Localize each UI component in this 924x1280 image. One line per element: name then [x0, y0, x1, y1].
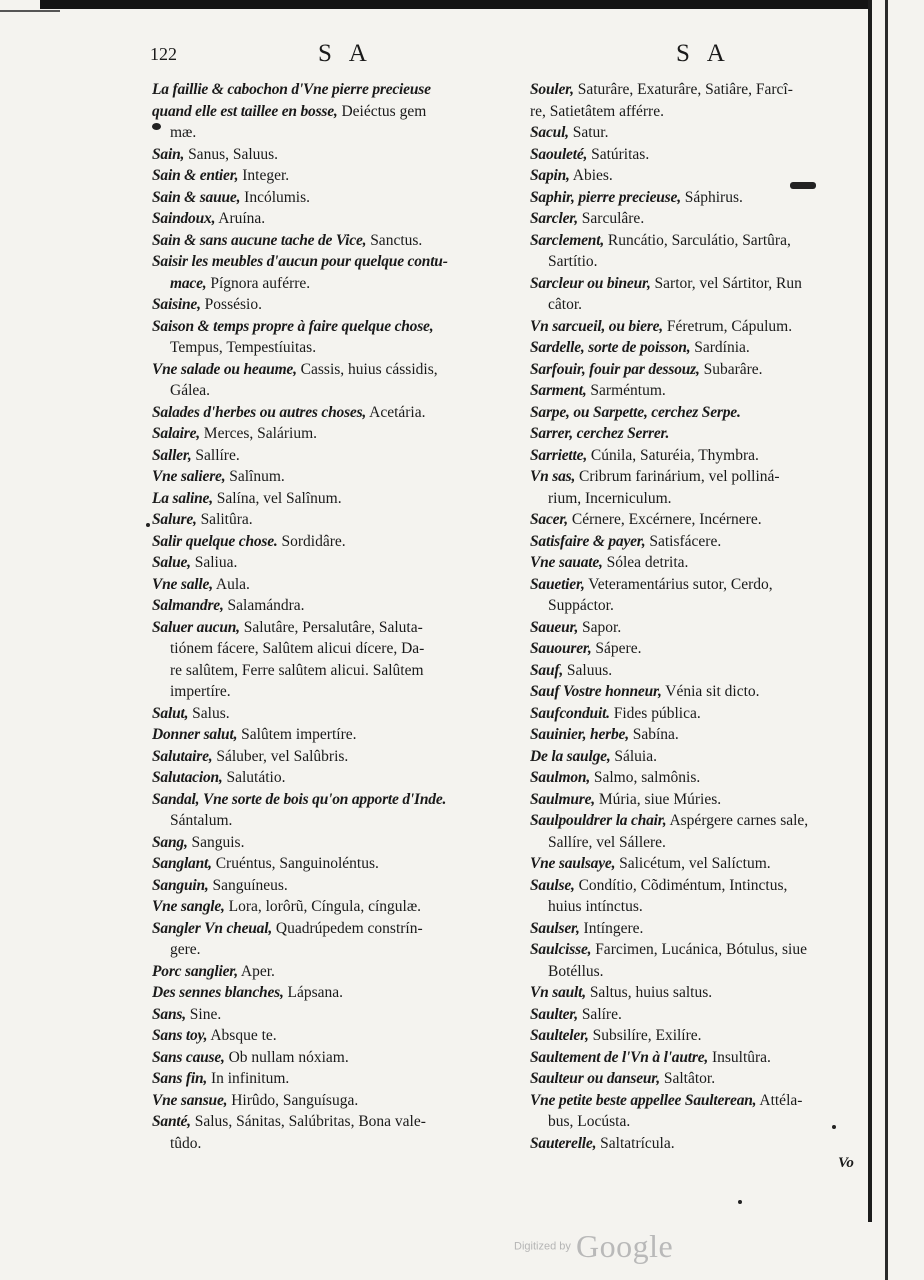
- entry-translation: Merces, Salárium.: [199, 425, 317, 442]
- entry-translation: Saltatrícula.: [596, 1134, 675, 1152]
- dictionary-entry-line: [530, 853, 860, 875]
- entry-headword: Sapin,: [530, 167, 570, 184]
- dictionary-entry-line: [152, 724, 514, 746]
- entry-headword: Sans,: [152, 1005, 186, 1023]
- entry-headword: Salaire,: [152, 425, 200, 442]
- dictionary-entry-line: [152, 445, 514, 467]
- entry-headword: Vne petite beste appellee Saulterean,: [530, 1091, 757, 1109]
- dictionary-entry-line: [530, 638, 860, 660]
- entry-headword: Sarfouir, fouir par dessouz,: [530, 360, 700, 378]
- entry-headword: Saphir, pierre precieuse,: [530, 188, 681, 206]
- dictionary-entry-line: [152, 230, 514, 252]
- entry-translation: Veteramentárius sutor, Cerdo,: [584, 575, 773, 593]
- entry-headword: Saulmon,: [530, 769, 590, 786]
- entry-translation: Fides pública.: [609, 704, 701, 722]
- entry-translation: Sáluber, vel Salûbris.: [212, 747, 349, 765]
- entry-headword: Salue,: [152, 554, 191, 571]
- entry-headword: Salure,: [152, 511, 197, 528]
- entry-translation: Intíngere.: [579, 919, 644, 937]
- entry-translation: gere.: [170, 941, 201, 958]
- dictionary-entry-line: [530, 896, 860, 918]
- entry-translation: Sáphirus.: [680, 188, 743, 206]
- entry-headword: Saulteur ou danseur,: [530, 1070, 660, 1087]
- entry-headword: Vn sas,: [530, 468, 576, 485]
- dictionary-entry-line: [530, 875, 860, 897]
- entry-translation: Sápere.: [591, 640, 642, 657]
- dictionary-entry-line: [530, 79, 860, 101]
- entry-translation: Sallíre, vel Sállere.: [548, 833, 666, 851]
- entry-translation: Tempus, Tempestíuitas.: [170, 339, 317, 356]
- entry-headword: Salutacion,: [152, 769, 223, 786]
- entry-headword: Sangler Vn cheual,: [152, 919, 272, 937]
- entry-translation: Vénia sit dicto.: [661, 683, 760, 700]
- dictionary-entry-line: [152, 595, 514, 617]
- entry-headword: Saulteler,: [530, 1027, 589, 1044]
- entry-translation: Incólumis.: [240, 188, 311, 206]
- dictionary-entry-line: [530, 595, 860, 617]
- ink-speck: [832, 1125, 836, 1129]
- dictionary-entry-line: [152, 251, 514, 273]
- dictionary-entry-line: [530, 1133, 860, 1155]
- entry-headword: Satisfaire & payer,: [530, 532, 646, 550]
- dictionary-entry-line: [530, 316, 860, 338]
- dictionary-entry-line: [152, 1090, 514, 1112]
- entry-translation: câtor.: [548, 296, 582, 313]
- entry-translation: impertíre.: [170, 683, 231, 700]
- entry-translation: Botéllus.: [548, 962, 604, 980]
- right-margin-rule: [868, 0, 872, 1222]
- entry-headword: Vne saulsaye,: [530, 855, 616, 872]
- entry-headword: Vne sauate,: [530, 554, 603, 571]
- ink-blot: [152, 123, 161, 130]
- entry-headword: Sauetier,: [530, 575, 585, 593]
- digitized-watermark: [514, 1228, 673, 1268]
- entry-translation: Satúritas.: [587, 145, 650, 163]
- entry-headword: Vne saliere,: [152, 468, 226, 485]
- dictionary-entry-line: [152, 337, 514, 359]
- dictionary-entry-line: [530, 1047, 860, 1069]
- entry-translation: Acetária.: [366, 403, 426, 421]
- dictionary-entry-line: [530, 746, 860, 768]
- entry-headword: Saisir les meubles d'aucun pour quelque contu-: [152, 253, 448, 270]
- entry-translation: Cruéntus, Sanguinoléntus.: [211, 855, 379, 872]
- dictionary-entry-line: [152, 144, 514, 166]
- dictionary-entry-line: [530, 703, 860, 725]
- entry-translation: Sallíre.: [191, 446, 240, 464]
- dictionary-entry-line: [152, 638, 514, 660]
- entry-headword: Saultement de l'Vn à l'autre,: [530, 1048, 709, 1066]
- dictionary-entry-line: [530, 230, 860, 252]
- dictionary-entry-line: [530, 208, 860, 230]
- running-header-right: S A: [676, 40, 731, 67]
- entry-translation: Féretrum, Cápulum.: [662, 317, 793, 335]
- entry-translation: Hirûdo, Sanguísuga.: [227, 1091, 359, 1109]
- ink-blot: [790, 182, 816, 189]
- entry-headword: Sarriette,: [530, 446, 587, 464]
- entry-headword: Sarcler,: [530, 210, 578, 227]
- right-column: [530, 79, 860, 1154]
- entry-translation: Salutátio.: [222, 769, 286, 786]
- entry-translation: Sántalum.: [170, 812, 233, 829]
- entry-translation: Farcimen, Lucánica, Bótulus, siue: [591, 941, 807, 958]
- entry-translation: Salamándra.: [223, 597, 305, 614]
- dictionary-entry-line: [152, 617, 514, 639]
- dictionary-entry-line: [152, 982, 514, 1004]
- dictionary-entry-line: [152, 875, 514, 897]
- entry-translation: Saltâtor.: [659, 1070, 716, 1087]
- entry-headword: De la saulge,: [530, 747, 611, 765]
- entry-headword: Des sennes blanches,: [152, 984, 284, 1001]
- left-column: [152, 79, 514, 1154]
- entry-headword: Saufconduit.: [530, 704, 610, 722]
- entry-translation: bus, Locústa.: [548, 1113, 631, 1130]
- dictionary-entry-line: [152, 101, 514, 123]
- entry-translation: Salutâre, Persalutâre, Saluta-: [239, 618, 423, 636]
- dictionary-entry-line: [152, 939, 514, 961]
- entry-translation: Cribrum farinárium, vel polliná-: [575, 468, 780, 485]
- entry-headword: Saulter,: [530, 1005, 578, 1023]
- dictionary-entry-line: [152, 122, 514, 144]
- entry-headword: Donner salut,: [152, 726, 238, 743]
- dictionary-entry-line: [530, 617, 860, 639]
- entry-translation: Salmo, salmônis.: [590, 769, 701, 786]
- dictionary-entry-line: [530, 918, 860, 940]
- dictionary-entry-line: [530, 144, 860, 166]
- entry-headword: Vne salade ou heaume,: [152, 360, 297, 378]
- dictionary-entry-line: [152, 853, 514, 875]
- entry-translation: tûdo.: [170, 1134, 202, 1152]
- entry-translation: Sanctus.: [366, 231, 423, 249]
- dictionary-entry-line: [530, 1090, 860, 1112]
- dictionary-entry-line: [530, 531, 860, 553]
- entry-headword: La saline,: [152, 489, 213, 507]
- entry-headword: Saulser,: [530, 919, 580, 937]
- dictionary-entry-line: [530, 423, 860, 445]
- entry-headword: Saller,: [152, 446, 192, 464]
- entry-translation: Salînum.: [225, 468, 285, 485]
- dictionary-entry-line: [530, 1004, 860, 1026]
- entry-headword: Sauf Vostre honneur,: [530, 683, 662, 700]
- dictionary-entry-line: [152, 79, 514, 101]
- dictionary-entry-line: [152, 488, 514, 510]
- entry-headword: mace,: [170, 274, 207, 292]
- dictionary-entry-line: [530, 273, 860, 295]
- dictionary-entry-line: [152, 187, 514, 209]
- entry-translation: Ob nullam nóxiam.: [224, 1048, 349, 1066]
- running-header-left: S A: [318, 40, 373, 67]
- entry-translation: Subsilíre, Exilíre.: [588, 1027, 702, 1044]
- entry-headword: Sanglant,: [152, 855, 212, 872]
- dictionary-entry-line: [530, 380, 860, 402]
- dictionary-entry-line: [152, 359, 514, 381]
- entry-translation: Cérnere, Excérnere, Incérnere.: [567, 511, 762, 528]
- dictionary-entry-line: [152, 1111, 514, 1133]
- entry-headword: Salmandre,: [152, 597, 224, 614]
- entry-translation: Cúnila, Saturéia, Thymbra.: [587, 446, 759, 464]
- entry-translation: Salíre.: [577, 1005, 622, 1023]
- ink-speck: [146, 523, 150, 527]
- entry-translation: rium, Incerniculum.: [548, 489, 672, 507]
- entry-headword: Sandal, Vne sorte de bois qu'on apporte d'Inde.: [152, 790, 447, 808]
- digitized-prefix: Digitized by: [514, 1240, 571, 1253]
- entry-translation: Cassis, huius cássidis,: [296, 360, 438, 378]
- entry-translation: Insultûra.: [708, 1048, 771, 1066]
- entry-headword: Santé,: [152, 1113, 191, 1130]
- entry-headword: Vne sansue,: [152, 1091, 228, 1109]
- dictionary-entry-line: [530, 767, 860, 789]
- entry-translation: Salitûra.: [196, 511, 253, 528]
- dictionary-entry-line: [530, 122, 860, 144]
- entry-translation: Runcátio, Sarculátio, Sartûra,: [604, 231, 791, 249]
- entry-headword: Sans fin,: [152, 1070, 208, 1087]
- dictionary-entry-line: [530, 488, 860, 510]
- dictionary-entry-line: [530, 402, 860, 424]
- entry-translation: re salûtem, Ferre salûtem alicui. Salûtem: [170, 661, 424, 679]
- dictionary-entry-line: [152, 810, 514, 832]
- dictionary-entry-line: [152, 1047, 514, 1069]
- entry-headword: Sans toy,: [152, 1027, 208, 1044]
- entry-translation: Aper.: [237, 962, 275, 980]
- entry-translation: huius intínctus.: [548, 898, 643, 915]
- dictionary-entry-line: [152, 380, 514, 402]
- dictionary-entry-line: [530, 1111, 860, 1133]
- dictionary-entry-line: [530, 724, 860, 746]
- entry-translation: Sanguíneus.: [208, 876, 288, 894]
- dictionary-entry-line: [530, 359, 860, 381]
- dictionary-entry-line: [152, 1068, 514, 1090]
- dictionary-entry-line: [530, 574, 860, 596]
- entry-translation: Satisfácere.: [645, 532, 722, 550]
- entry-headword: Saisine,: [152, 296, 201, 313]
- entry-translation: Salûtem impertíre.: [237, 726, 357, 743]
- dictionary-entry-line: [530, 337, 860, 359]
- entry-translation: Sapor.: [578, 618, 622, 636]
- entry-headword: Sain & sans aucune tache de Vice,: [152, 231, 367, 249]
- dictionary-entry-line: [530, 445, 860, 467]
- dictionary-entry-line: [152, 1133, 514, 1155]
- entry-translation: Deiéctus gem: [337, 102, 427, 120]
- entry-headword: Saindoux,: [152, 210, 216, 227]
- entry-translation: Sardínia.: [690, 339, 750, 356]
- entry-translation: Sanguis.: [187, 833, 245, 851]
- entry-headword: Sacul,: [530, 124, 569, 141]
- dictionary-entry-line: [530, 466, 860, 488]
- entry-headword: Vn sarcueil, ou biere,: [530, 317, 663, 335]
- entry-headword: Vne sangle,: [152, 898, 225, 915]
- entry-headword: Porc sanglier,: [152, 962, 238, 980]
- entry-headword: Sauinier, herbe,: [530, 726, 629, 743]
- entry-translation: Attéla-: [756, 1091, 803, 1109]
- entry-headword: Souler,: [530, 81, 574, 98]
- dictionary-entry-line: [530, 509, 860, 531]
- dictionary-entry-line: [152, 961, 514, 983]
- dictionary-entry-line: [152, 531, 514, 553]
- entry-translation: tiónem fácere, Salûtem alicui dícere, Da-: [170, 640, 425, 657]
- entry-translation: Condítio, Cõdiméntum, Intinctus,: [574, 876, 788, 894]
- dictionary-entry-line: [152, 681, 514, 703]
- entry-headword: Vne salle,: [152, 575, 213, 593]
- entry-translation: Aruína.: [215, 210, 266, 227]
- entry-translation: Salus.: [188, 704, 230, 722]
- entry-headword: Saulpouldrer la chair,: [530, 812, 667, 829]
- entry-headword: Salut,: [152, 704, 189, 722]
- entry-headword: Sain,: [152, 145, 185, 163]
- entry-headword: Saulse,: [530, 876, 575, 894]
- entry-translation: Sanus, Saluus.: [184, 145, 279, 163]
- entry-translation: Pígnora auférre.: [206, 274, 311, 292]
- dictionary-entry-line: [152, 832, 514, 854]
- entry-headword: Saluer aucun,: [152, 618, 240, 636]
- dictionary-entry-line: [530, 552, 860, 574]
- entry-headword: Sain & entier,: [152, 167, 239, 184]
- catchword: Vo: [838, 1155, 854, 1171]
- entry-headword: Sang,: [152, 833, 188, 851]
- dictionary-entry-line: [152, 660, 514, 682]
- entry-translation: Possésio.: [200, 296, 262, 313]
- entry-translation: Quadrúpedem constrín-: [272, 919, 423, 937]
- dictionary-entry-line: [152, 703, 514, 725]
- page-number: 122: [150, 44, 177, 64]
- entry-translation: Suppáctor.: [548, 597, 614, 614]
- entry-headword: Sain & sauue,: [152, 188, 241, 206]
- entry-translation: Lápsana.: [283, 984, 344, 1001]
- entry-headword: La faillie & cabochon d'Vne pierre precieuse: [152, 81, 431, 98]
- dictionary-entry-line: [152, 165, 514, 187]
- entry-headword: Sarcleur ou bineur,: [530, 274, 651, 292]
- dictionary-entry-line: [530, 832, 860, 854]
- entry-translation: Sáluia.: [610, 747, 657, 765]
- entry-headword: Sauterelle,: [530, 1134, 597, 1152]
- entry-headword: Salutaire,: [152, 747, 213, 765]
- google-wordmark: Google: [575, 1228, 674, 1264]
- dictionary-entry-line: [530, 294, 860, 316]
- dictionary-entry-line: [530, 961, 860, 983]
- entry-headword: Sanguin,: [152, 876, 209, 894]
- entry-headword: Sarrer, cerchez Serrer.: [530, 425, 670, 442]
- entry-translation: Absque te.: [207, 1027, 277, 1044]
- top-left-rule: [0, 10, 60, 12]
- entry-translation: Sordidâre.: [277, 532, 346, 550]
- entry-headword: Sans cause,: [152, 1048, 225, 1066]
- dictionary-entry-line: [152, 316, 514, 338]
- entry-headword: Saueur,: [530, 618, 579, 636]
- entry-translation: Salína, vel Salînum.: [212, 489, 342, 507]
- dictionary-entry-line: [152, 294, 514, 316]
- dictionary-entry-line: [152, 402, 514, 424]
- entry-headword: Salir quelque chose.: [152, 532, 278, 550]
- entry-translation: Salus, Sánitas, Salúbritas, Bona vale-: [190, 1113, 426, 1130]
- dictionary-entry-line: [152, 574, 514, 596]
- entry-headword: Sarpe, ou Sarpette, cerchez Serpe.: [530, 403, 741, 421]
- entry-translation: Salicétum, vel Salíctum.: [615, 855, 771, 872]
- entry-headword: Salades d'herbes ou autres choses,: [152, 403, 367, 421]
- dictionary-entry-line: [152, 552, 514, 574]
- entry-headword: Sarment,: [530, 382, 587, 399]
- dictionary-entry-line: [152, 918, 514, 940]
- entry-translation: Sabína.: [628, 726, 679, 743]
- dictionary-entry-line: [152, 423, 514, 445]
- dictionary-entry-line: [530, 187, 860, 209]
- dictionary-entry-line: [530, 982, 860, 1004]
- dictionary-entry-line: [530, 251, 860, 273]
- dictionary-entry-line: [152, 767, 514, 789]
- entry-translation: Subarâre.: [699, 360, 763, 378]
- entry-translation: Abies.: [569, 167, 613, 184]
- entry-headword: Sarclement,: [530, 231, 605, 249]
- entry-translation: Sine.: [185, 1005, 222, 1023]
- entry-translation: Sartítio.: [548, 253, 598, 270]
- entry-headword: Sauf,: [530, 661, 564, 679]
- entry-translation: Integer.: [238, 167, 290, 184]
- page-edge-rule: [885, 0, 888, 1280]
- entry-translation: Gálea.: [170, 382, 211, 399]
- dictionary-entry-line: [530, 810, 860, 832]
- dictionary-entry-line: [152, 466, 514, 488]
- dictionary-entry-line: [530, 660, 860, 682]
- dictionary-entry-line: [152, 208, 514, 230]
- dictionary-entry-line: [152, 509, 514, 531]
- entry-translation: Sarméntum.: [586, 382, 666, 399]
- entry-translation: Saturâre, Exaturâre, Satiâre, Farcî-: [573, 81, 793, 98]
- entry-translation: Aspérgere carnes sale,: [666, 812, 809, 829]
- entry-translation: mæ.: [170, 124, 197, 141]
- entry-translation: re, Satietâtem afférre.: [530, 102, 664, 120]
- dictionary-entry-line: [152, 896, 514, 918]
- dictionary-entry-line: [152, 273, 514, 295]
- entry-translation: Saluus.: [563, 661, 613, 679]
- dictionary-entry-line: [530, 1068, 860, 1090]
- dictionary-entry-line: [530, 681, 860, 703]
- dictionary-entry-line: [530, 939, 860, 961]
- entry-headword: Saulcisse,: [530, 941, 592, 958]
- dictionary-entry-line: [530, 101, 860, 123]
- entry-headword: quand elle est taillee en bosse,: [152, 102, 338, 120]
- entry-headword: Vn sault,: [530, 984, 586, 1001]
- dictionary-entry-line: [530, 1025, 860, 1047]
- entry-translation: Saltus, huius saltus.: [585, 984, 713, 1001]
- entry-headword: Sacer,: [530, 511, 568, 528]
- ink-speck: [738, 1200, 742, 1204]
- dictionary-entry-line: [152, 1025, 514, 1047]
- top-border-rule: [40, 0, 868, 9]
- dictionary-entry-line: [152, 789, 514, 811]
- entry-translation: Lora, lorôrũ, Cíngula, cíngulæ.: [224, 898, 422, 915]
- entry-translation: Saliua.: [190, 554, 238, 571]
- entry-headword: Saouleté,: [530, 145, 588, 163]
- entry-translation: Sólea detrita.: [602, 554, 689, 571]
- entry-translation: Sarculâre.: [577, 210, 645, 227]
- entry-headword: Saulmure,: [530, 790, 595, 808]
- entry-headword: Sauourer,: [530, 640, 592, 657]
- entry-headword: Sardelle, sorte de poisson,: [530, 339, 691, 356]
- dictionary-entry-line: [530, 789, 860, 811]
- dictionary-entry-line: [152, 1004, 514, 1026]
- entry-translation: Aula.: [212, 575, 250, 593]
- entry-translation: Múria, siue Múries.: [594, 790, 722, 808]
- entry-translation: Satur.: [568, 124, 609, 141]
- entry-headword: Saison & temps propre à faire quelque chose,: [152, 317, 434, 335]
- entry-translation: In infinitum.: [207, 1070, 290, 1087]
- entry-translation: Sartor, vel Sártitor, Run: [650, 274, 802, 292]
- dictionary-entry-line: [152, 746, 514, 768]
